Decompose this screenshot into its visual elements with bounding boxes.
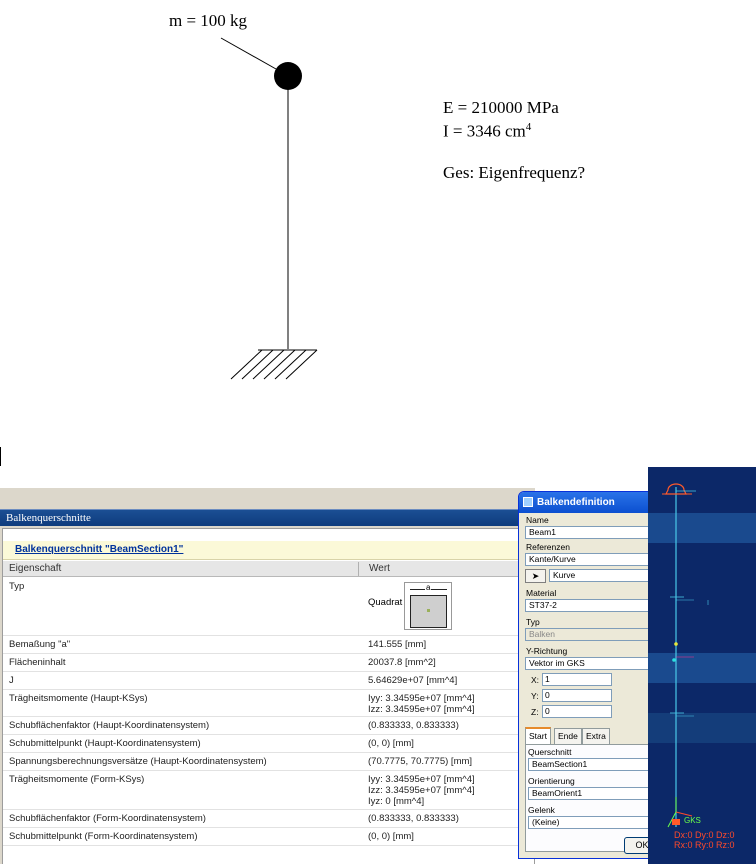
beam-sections-window bbox=[0, 488, 535, 864]
joint-label: Gelenk bbox=[528, 805, 555, 815]
section-title-link[interactable]: Balkenquerschnitt "BeamSection1" bbox=[15, 544, 184, 555]
orientation-label: Orientierung bbox=[528, 776, 575, 786]
global-cs-label: GKS bbox=[684, 816, 701, 825]
inertia-label bbox=[443, 121, 531, 142]
row-property: Schubflächenfaktor (Haupt-Koordinatensystem) bbox=[9, 720, 210, 731]
text-cursor bbox=[0, 447, 1, 466]
column-header bbox=[3, 561, 535, 577]
row-value bbox=[368, 774, 475, 807]
row-property: Typ bbox=[9, 581, 25, 592]
table-row bbox=[3, 717, 535, 735]
typ-value: Quadrat bbox=[368, 597, 403, 608]
row-value-line: 5.64629e+07 [mm^4] bbox=[368, 675, 458, 686]
beam-definition-dialog bbox=[518, 491, 658, 859]
row-value bbox=[368, 720, 459, 731]
property-rows bbox=[3, 578, 535, 846]
beam-model-drawing bbox=[648, 467, 756, 864]
row-value-line: Iyy: 3.34595e+07 [mm^4] bbox=[368, 774, 475, 785]
table-row bbox=[3, 828, 535, 846]
dof-rotation-label: Rx:0 Ry:0 Rz:0 bbox=[674, 840, 735, 850]
row-property: Schubmittelpunkt (Form-Koordinatensystem) bbox=[9, 831, 198, 842]
table-row-typ bbox=[3, 578, 535, 636]
row-value-line: (0, 0) [mm] bbox=[368, 831, 414, 842]
cursor-arrow-icon: ➤ bbox=[531, 571, 540, 581]
name-label: Name bbox=[526, 515, 549, 525]
row-value-line: Izz: 3.34595e+07 [mm^4] bbox=[368, 704, 475, 715]
row-value bbox=[368, 831, 414, 842]
col-property[interactable]: Eigenschaft bbox=[9, 563, 62, 574]
tab-panel bbox=[525, 744, 658, 852]
table-row bbox=[3, 654, 535, 672]
type-label: Typ bbox=[526, 617, 540, 627]
x-label: X: bbox=[531, 675, 540, 685]
square-section-icon bbox=[404, 582, 452, 630]
table-row bbox=[3, 672, 535, 690]
z-label: Z: bbox=[531, 707, 539, 717]
y-input[interactable]: 0 bbox=[542, 689, 612, 702]
row-value bbox=[368, 639, 426, 650]
mass-label: m = 100 kg bbox=[169, 11, 248, 30]
beam-sections-title: Balkenquerschnitte bbox=[0, 509, 535, 526]
tab-start[interactable]: Start bbox=[525, 727, 551, 744]
joint-select[interactable]: (Keine) bbox=[528, 816, 658, 829]
inertia-value: I = 3346 cm bbox=[443, 121, 526, 141]
table-row bbox=[3, 636, 535, 654]
row-value-line: (70.7775, 70.7775) [mm] bbox=[368, 756, 473, 767]
row-value-line: (0.833333, 0.833333) bbox=[368, 720, 459, 731]
beam-sections-content bbox=[2, 528, 535, 864]
row-value bbox=[368, 693, 475, 715]
type-select[interactable]: Balken bbox=[525, 628, 658, 641]
row-property: J bbox=[9, 675, 14, 686]
3d-viewport[interactable] bbox=[648, 467, 756, 864]
dialog-title bbox=[519, 492, 658, 513]
row-property: Bemaßung "a" bbox=[9, 639, 71, 650]
orientation-select[interactable]: BeamOrient1 bbox=[528, 787, 658, 800]
row-value bbox=[368, 675, 457, 686]
window-icon bbox=[523, 497, 533, 507]
z-input[interactable]: 0 bbox=[542, 705, 612, 718]
cross-section-select[interactable]: BeamSection1 bbox=[528, 758, 658, 771]
table-row bbox=[3, 771, 535, 810]
row-property: Schubmittelpunkt (Haupt-Koordinatensystem) bbox=[9, 738, 201, 749]
table-row bbox=[3, 810, 535, 828]
row-value-line: (0, 0) [mm] bbox=[368, 738, 414, 749]
y-direction-label: Y-Richtung bbox=[526, 646, 568, 656]
column-separator[interactable] bbox=[358, 562, 359, 576]
reference-field[interactable]: Kurve bbox=[549, 569, 658, 582]
row-value-line: 20037.8 [mm^2] bbox=[368, 657, 436, 668]
ground-hatch bbox=[231, 350, 317, 379]
row-property: Trägheitsmomente (Form-KSys) bbox=[9, 774, 145, 785]
row-value-line: Iyz: 0 [mm^4] bbox=[368, 796, 425, 807]
dimension-a-label: a bbox=[426, 583, 431, 592]
section-header bbox=[3, 541, 535, 560]
reference-type-select[interactable]: Kante/Kurve bbox=[525, 553, 658, 566]
row-property: Flächeninhalt bbox=[9, 657, 66, 668]
material-select[interactable]: ST37-2 bbox=[525, 599, 658, 612]
table-row bbox=[3, 690, 535, 717]
row-value-line: (0.833333, 0.833333) bbox=[368, 813, 459, 824]
select-cursor-button[interactable] bbox=[525, 569, 546, 583]
row-value bbox=[368, 756, 472, 767]
row-value-line: Izz: 3.34595e+07 [mm^4] bbox=[368, 785, 475, 796]
x-input[interactable]: 1 bbox=[542, 673, 612, 686]
references-label: Referenzen bbox=[526, 542, 570, 552]
tab-extra[interactable]: Extra bbox=[582, 728, 610, 744]
modulus-label: E = 210000 MPa bbox=[443, 98, 559, 117]
row-value-line: 141.555 [mm] bbox=[368, 639, 427, 650]
inertia-exponent: 4 bbox=[525, 121, 532, 133]
dialog-title-text: Balkendefinition bbox=[537, 497, 615, 508]
dof-translation-label: Dx:0 Dy:0 Dz:0 bbox=[674, 830, 735, 840]
col-value[interactable]: Wert bbox=[369, 563, 390, 574]
row-property: Spannungsberechnungsversätze (Haupt-Koordinatensystem) bbox=[9, 756, 267, 767]
point-mass bbox=[274, 62, 302, 90]
row-property: Schubflächenfaktor (Form-Koordinatensystem) bbox=[9, 813, 206, 824]
tab-ende[interactable]: Ende bbox=[554, 728, 582, 744]
question-label: Ges: Eigenfrequenz? bbox=[443, 163, 586, 182]
ok-button[interactable]: OK bbox=[624, 837, 658, 854]
row-value bbox=[368, 813, 459, 824]
y-direction-select[interactable]: Vektor im GKS bbox=[525, 657, 658, 670]
cross-section-label: Querschnitt bbox=[528, 747, 572, 757]
mass-leader-line bbox=[221, 38, 276, 69]
row-value bbox=[368, 738, 414, 749]
material-label: Material bbox=[526, 588, 557, 598]
y-label: Y: bbox=[531, 691, 539, 701]
row-value-line: Iyy: 3.34595e+07 [mm^4] bbox=[368, 693, 475, 704]
row-property: Trägheitsmomente (Haupt-KSys) bbox=[9, 693, 148, 704]
name-field[interactable]: Beam1 bbox=[525, 526, 658, 539]
table-row bbox=[3, 735, 535, 753]
table-row bbox=[3, 753, 535, 771]
row-value bbox=[368, 657, 436, 668]
